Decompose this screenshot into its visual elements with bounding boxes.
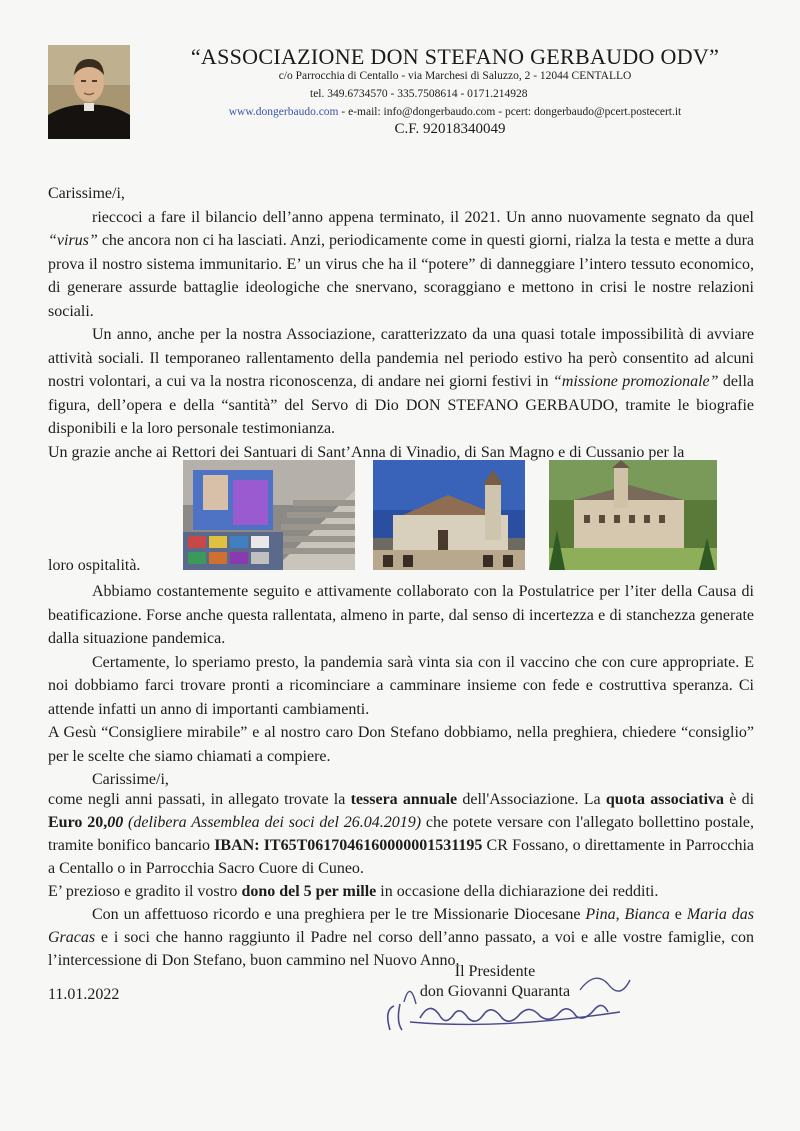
paragraph-6: A Gesù “Consigliere mirabile” e al nostro caro Don Stefano dobbiamo, nella preghiera, chiedere “consiglio” per le scelte che siamo chiamati a compiere.: [48, 724, 754, 765]
virus-word: “virus”: [48, 232, 98, 249]
p7-text-c: è di: [724, 791, 755, 808]
sign-title: Il Presidente: [454, 963, 536, 980]
delibera-note: (delibera Assemblea dei soci del 26.04.2019): [123, 814, 422, 831]
paragraph-7: [48, 788, 754, 880]
website-link[interactable]: www.dongerbaudo.com: [228, 106, 339, 118]
letter-body-1: [48, 182, 754, 464]
p9-sep-1: ,: [615, 906, 625, 923]
p9-text-a: Con un affettuoso ricordo e una preghiera per le tre Missionarie Diocesane: [92, 906, 586, 923]
contact-separator: -: [338, 106, 349, 118]
p2-text-a: Un anno, anche per la nostra Associazione, caratterizzato da una quasi totale impossibilità di avviare attività sociali. Il temporaneo rallentamento della pandemia nel periodo estivo ha però consentito ad alcuni nostri volontari, a cui va la nostra riconoscenza, di andare nei giorni festivi in: [48, 326, 754, 390]
letter-body-2: [48, 580, 754, 792]
p7-text-a: come negli anni passati, in allegato trovate la: [48, 791, 351, 808]
paragraph-1: [48, 206, 754, 324]
paragraph-2: [48, 323, 754, 441]
p7-text-b: dell'Associazione. La: [457, 791, 606, 808]
quota-associativa: quota associativa: [605, 791, 725, 808]
tessera-annuale: tessera annuale: [350, 791, 458, 808]
p9-sep-2: e: [669, 906, 687, 923]
euro-amount: Euro 20,: [48, 814, 108, 831]
fiscal-code: C.F. 92018340049: [394, 121, 506, 137]
letter-body-3: [48, 788, 754, 972]
paragraph-4: Abbiamo costantemente seguito e attivamente collaborato con la Postulatrice per l’iter della Causa di beatificazione. Forse anche questa rallentata, almeno in parte, dal senso di incertezza e di stanchezza generate dalla situazione pandemica.: [48, 583, 754, 647]
p9-text-b: e i soci che hanno raggiunto il Padre nel corso dell’anno passato, a voi e alle vostre famiglie, con l’intercessione di Don Stefano, buon cammino nel Nuovo Anno.: [48, 929, 754, 969]
p1-text-a: rieccoci a fare il bilancio dell’anno appena terminato, il 2021. Un anno nuovamente segnato da quel: [92, 208, 754, 226]
p1-text-b: che ancora non ci ha lasciati. Anzi, periodicamente come in questi giorni, rialza la testa e mette a dura prova il nostro sistema immunitario. E’ un virus che ha il “potere” di danneggiare l’intero tessuto economico, di generare assurde battaglie ideologiche che snervano, scoraggiano e mettono in crisi le nostre relazioni sociali.: [48, 232, 754, 320]
dono-5-per-mille: dono del 5 per mille: [241, 883, 377, 900]
sign-name: don Giovanni Quaranta: [419, 983, 571, 1000]
valley-sanctuary-photo: [549, 460, 717, 570]
org-contacts: [160, 106, 750, 118]
email-text: e-mail: info@dongerbaudo.com - pcert: dongerbaudo@pcert.postecert.it: [348, 106, 682, 118]
org-address: c/o Parrocchia di Centallo - via Marchesi di Saluzzo, 2 - 12044 CENTALLO: [278, 70, 632, 82]
p2-text-b: della figura, dell’opera e della “santità” del Servo di Dio DON STEFANO GERBAUDO, tramite le biografie disponibili e la loro personale testimonianza.: [48, 373, 755, 437]
sanctuary-photo: [373, 460, 525, 570]
p8-text-a: E’ prezioso e gradito il vostro: [48, 883, 242, 900]
books-stand-photo: [183, 460, 355, 570]
org-name: “ASSOCIAZIONE DON STEFANO GERBAUDO ODV”: [190, 44, 720, 69]
p7-text-d: che potete versare con l'allegato bollettino postale, tramite bonifico bancario: [48, 814, 755, 854]
euro-cents: 00: [107, 814, 124, 831]
missione-word: “missione promozionale”: [552, 373, 719, 390]
paragraph-5: Certamente, lo speriamo presto, la pandemia sarà vinta sia con il vaccino che con cure appropriate. E noi dobbiamo farci trovare pronti a ricominciare a camminare insieme con fede e costruttiva speranza. Ci attende infatti un anno di importanti cambiamenti.: [48, 653, 754, 718]
signature-block: [400, 962, 590, 1002]
name-pina: Pina: [585, 906, 616, 923]
letter-date: 11.01.2022: [48, 986, 120, 1003]
iban-code: IBAN: IT65T0617046160000001531195: [214, 837, 483, 854]
portrait-photo: [48, 45, 130, 139]
name-maria: Maria das Gracas: [48, 906, 755, 946]
org-phone: tel. 349.6734570 - 335.7508614 - 0171.214928: [310, 88, 528, 100]
p8-text-b: in occasione della dichiarazione dei redditi.: [376, 883, 659, 900]
p7-text-e: CR Fossano, o direttamente in Parrocchia a Centallo o in Parrocchia Sacro Cuore di Cuneo.: [48, 837, 754, 877]
paragraph-8: [48, 880, 754, 903]
paragraph-3: Un grazie anche ai Rettori dei Santuari di Sant’Anna di Vinadio, di San Magno e di Cussanio per la: [48, 443, 685, 461]
greeting: Carissime/i,: [48, 185, 125, 202]
greeting-2: Carissime/i,: [92, 771, 169, 788]
name-bianca: Bianca: [624, 906, 670, 923]
ospitalita-text: loro ospitalità.: [48, 557, 141, 574]
sanctuary-photos: [183, 460, 723, 570]
